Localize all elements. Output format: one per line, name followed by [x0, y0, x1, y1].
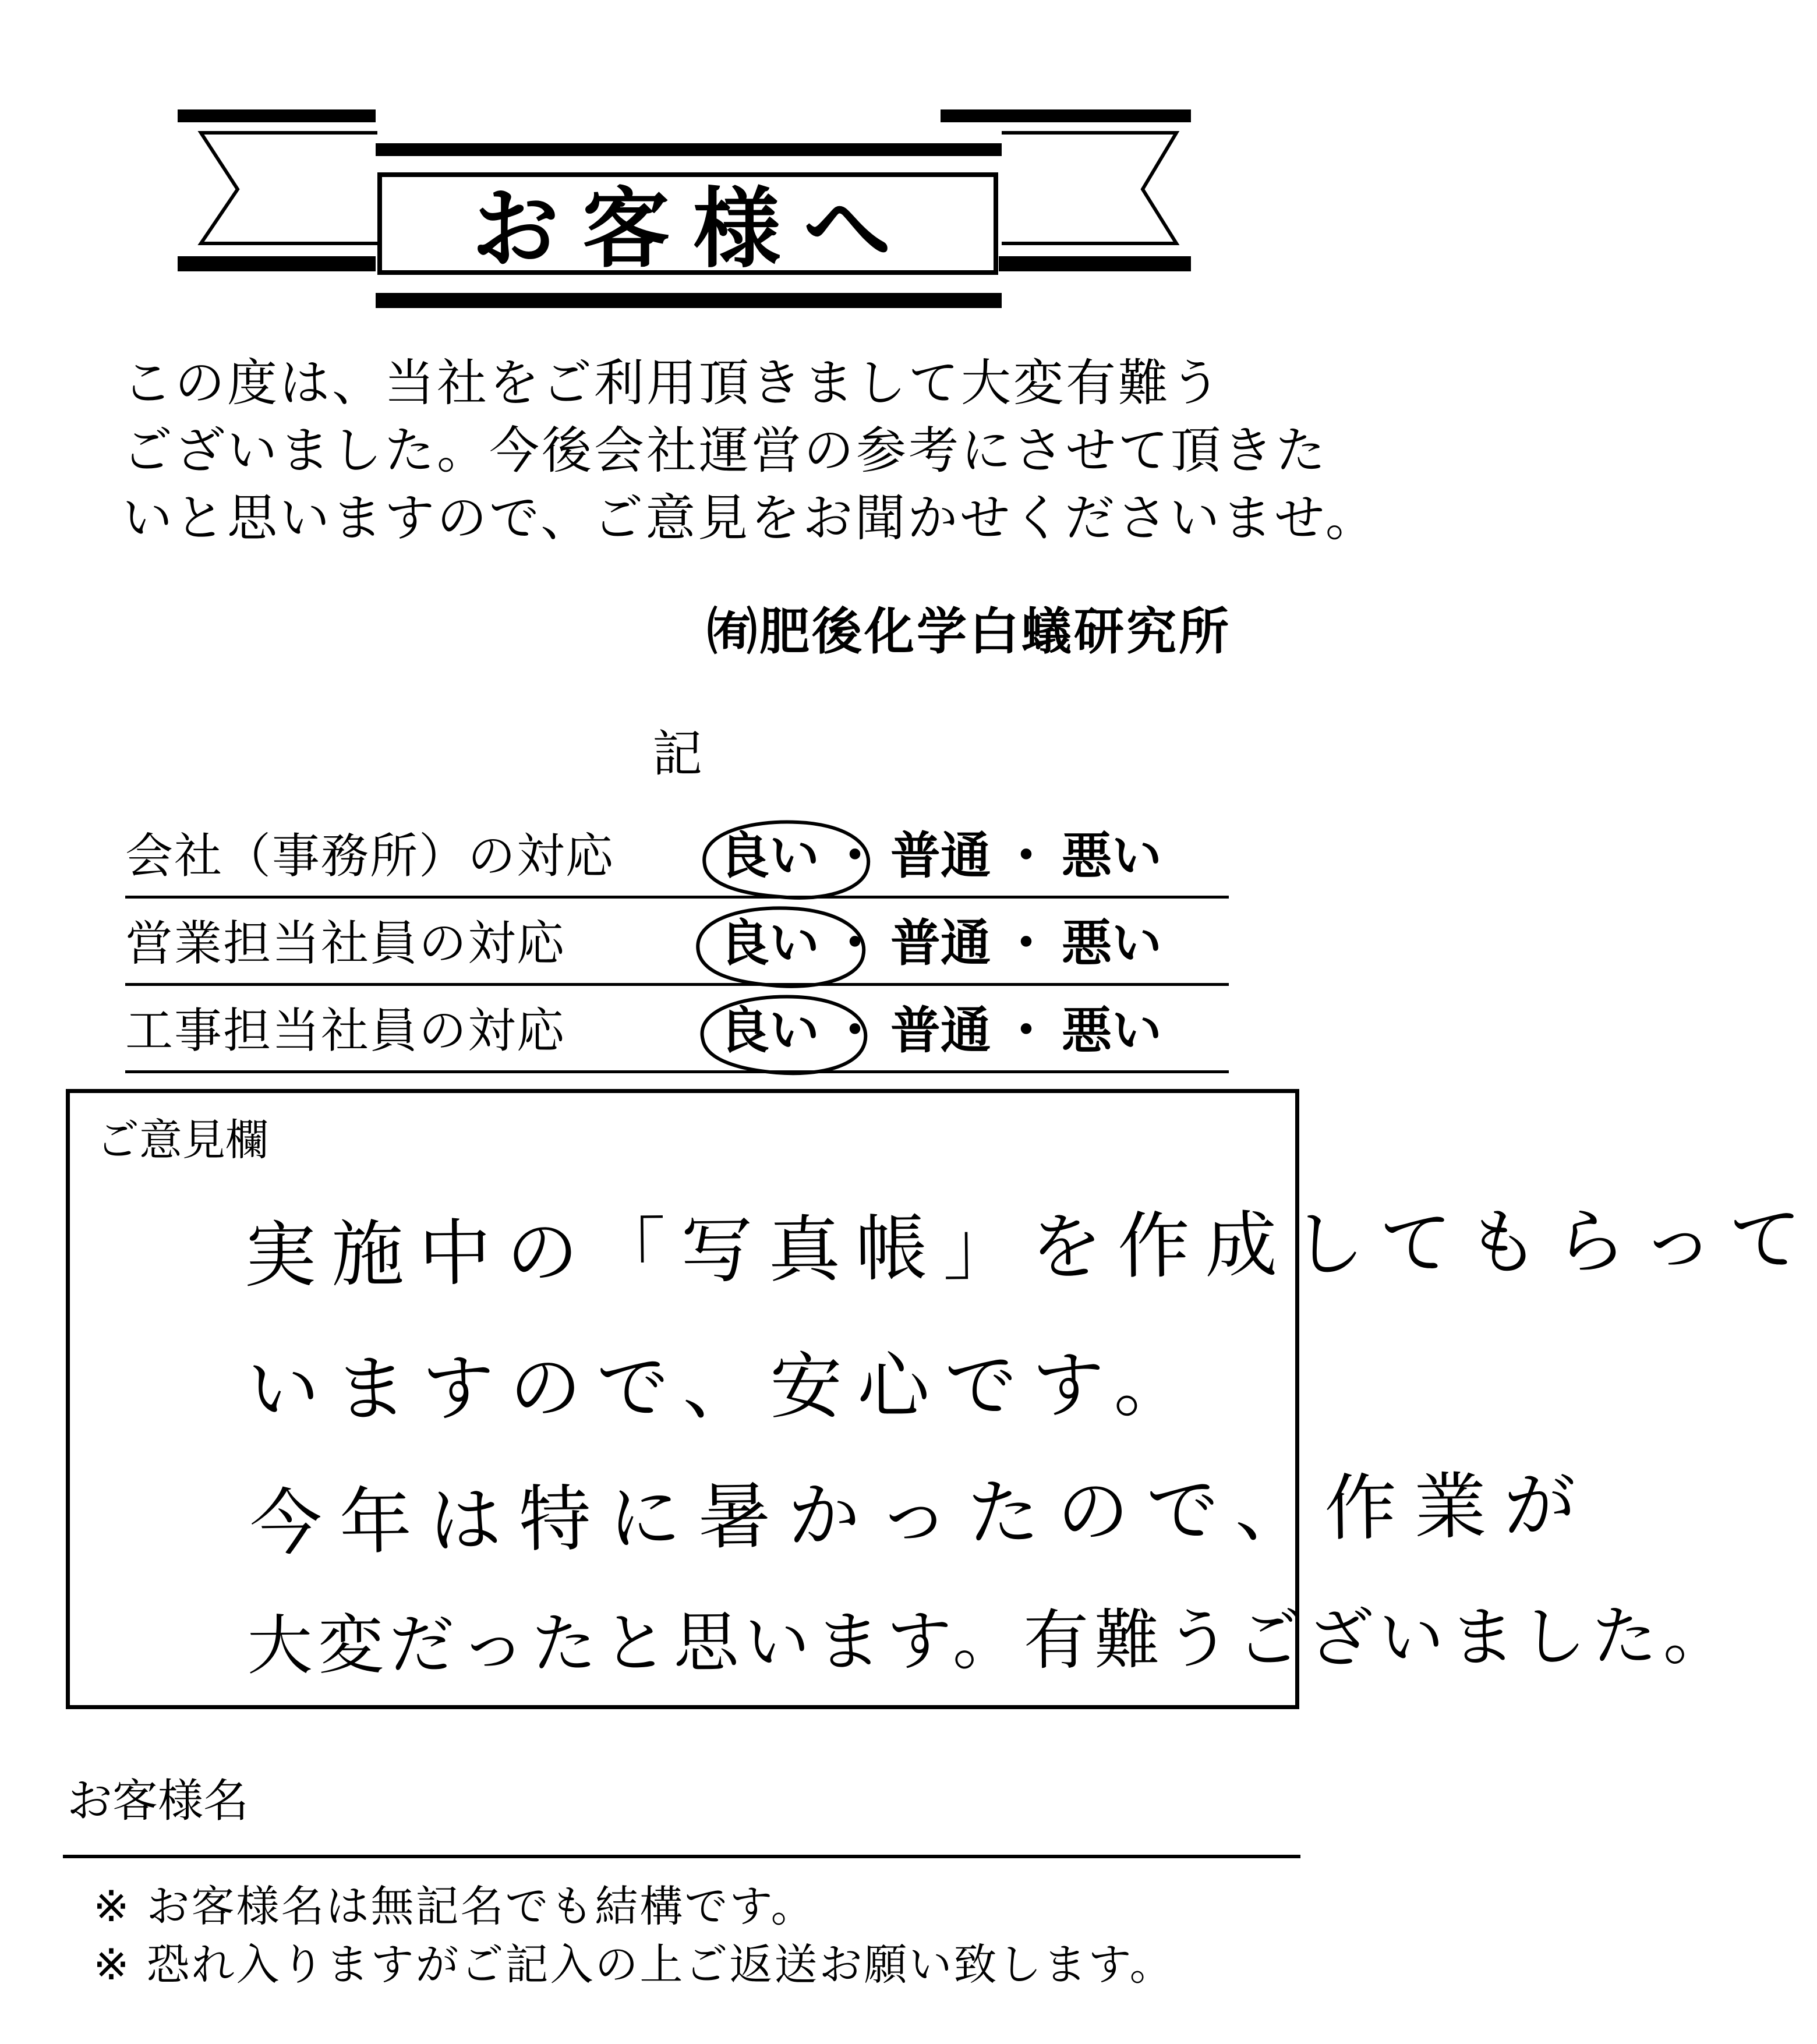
separator: ・	[1001, 914, 1051, 973]
handwritten-line: 今年は特に暑かったので、作業が	[249, 1463, 1595, 1566]
note-anonymous: ※ お客様名は無記名でも結構です。	[93, 1882, 816, 1932]
option-normal[interactable]: 普通	[890, 1002, 991, 1060]
intro-line: いと思いますので、ご意見をお聞かせくださいませ。	[122, 489, 1378, 547]
separator: ・	[1001, 827, 1051, 885]
intro-line: この度は、当社をご利用頂きまして大変有難う	[122, 354, 1223, 412]
option-good[interactable]: 良い	[719, 914, 819, 973]
company-name: ㈲肥後化学白蟻研究所	[707, 603, 1231, 661]
option-normal[interactable]: 普通	[890, 914, 991, 973]
intro-paragraph	[122, 349, 1378, 552]
rating-label: 営業担当社員の対応	[125, 916, 566, 971]
intro-line: ございました。今後会社運営の参考にさせて頂きた	[122, 422, 1328, 480]
rating-row-office	[125, 809, 1229, 899]
rating-label: 工事担当社員の対応	[125, 1003, 566, 1059]
customer-name-label: お客様名	[67, 1775, 249, 1827]
separator: ・	[830, 1002, 880, 1060]
comment-label: ご意見欄	[96, 1115, 268, 1165]
option-bad[interactable]: 悪い	[1062, 1002, 1162, 1060]
note-return: ※ 恐れ入りますがご記入の上ご返送お願い致します。	[93, 1940, 1175, 1990]
option-bad[interactable]: 悪い	[1062, 827, 1162, 885]
ki-heading: 記	[652, 725, 702, 783]
rating-row-sales	[125, 897, 1229, 986]
separator: ・	[830, 827, 880, 885]
rating-options	[719, 990, 1162, 1062]
option-bad[interactable]: 悪い	[1062, 914, 1162, 973]
option-good[interactable]: 良い	[719, 1002, 819, 1060]
separator: ・	[1001, 1002, 1051, 1060]
option-good[interactable]: 良い	[719, 827, 819, 885]
customer-name-line	[63, 1855, 1300, 1858]
rating-options	[719, 903, 1162, 975]
handwritten-line: 実施中の「写真帳」を作成してもらって	[243, 1197, 1817, 1299]
comment-box	[66, 1089, 1817, 1709]
separator: ・	[830, 914, 880, 973]
handwritten-line: 大変だったと思います。有難うございました。	[247, 1598, 1734, 1684]
rating-options	[719, 815, 1162, 887]
handwritten-line: いますので、安心です。	[247, 1343, 1201, 1432]
page-title: お客様へ	[471, 178, 914, 280]
rating-label: 会社（事務所）の対応	[125, 829, 615, 884]
option-normal[interactable]: 普通	[890, 827, 991, 885]
rating-row-construction	[125, 984, 1229, 1073]
